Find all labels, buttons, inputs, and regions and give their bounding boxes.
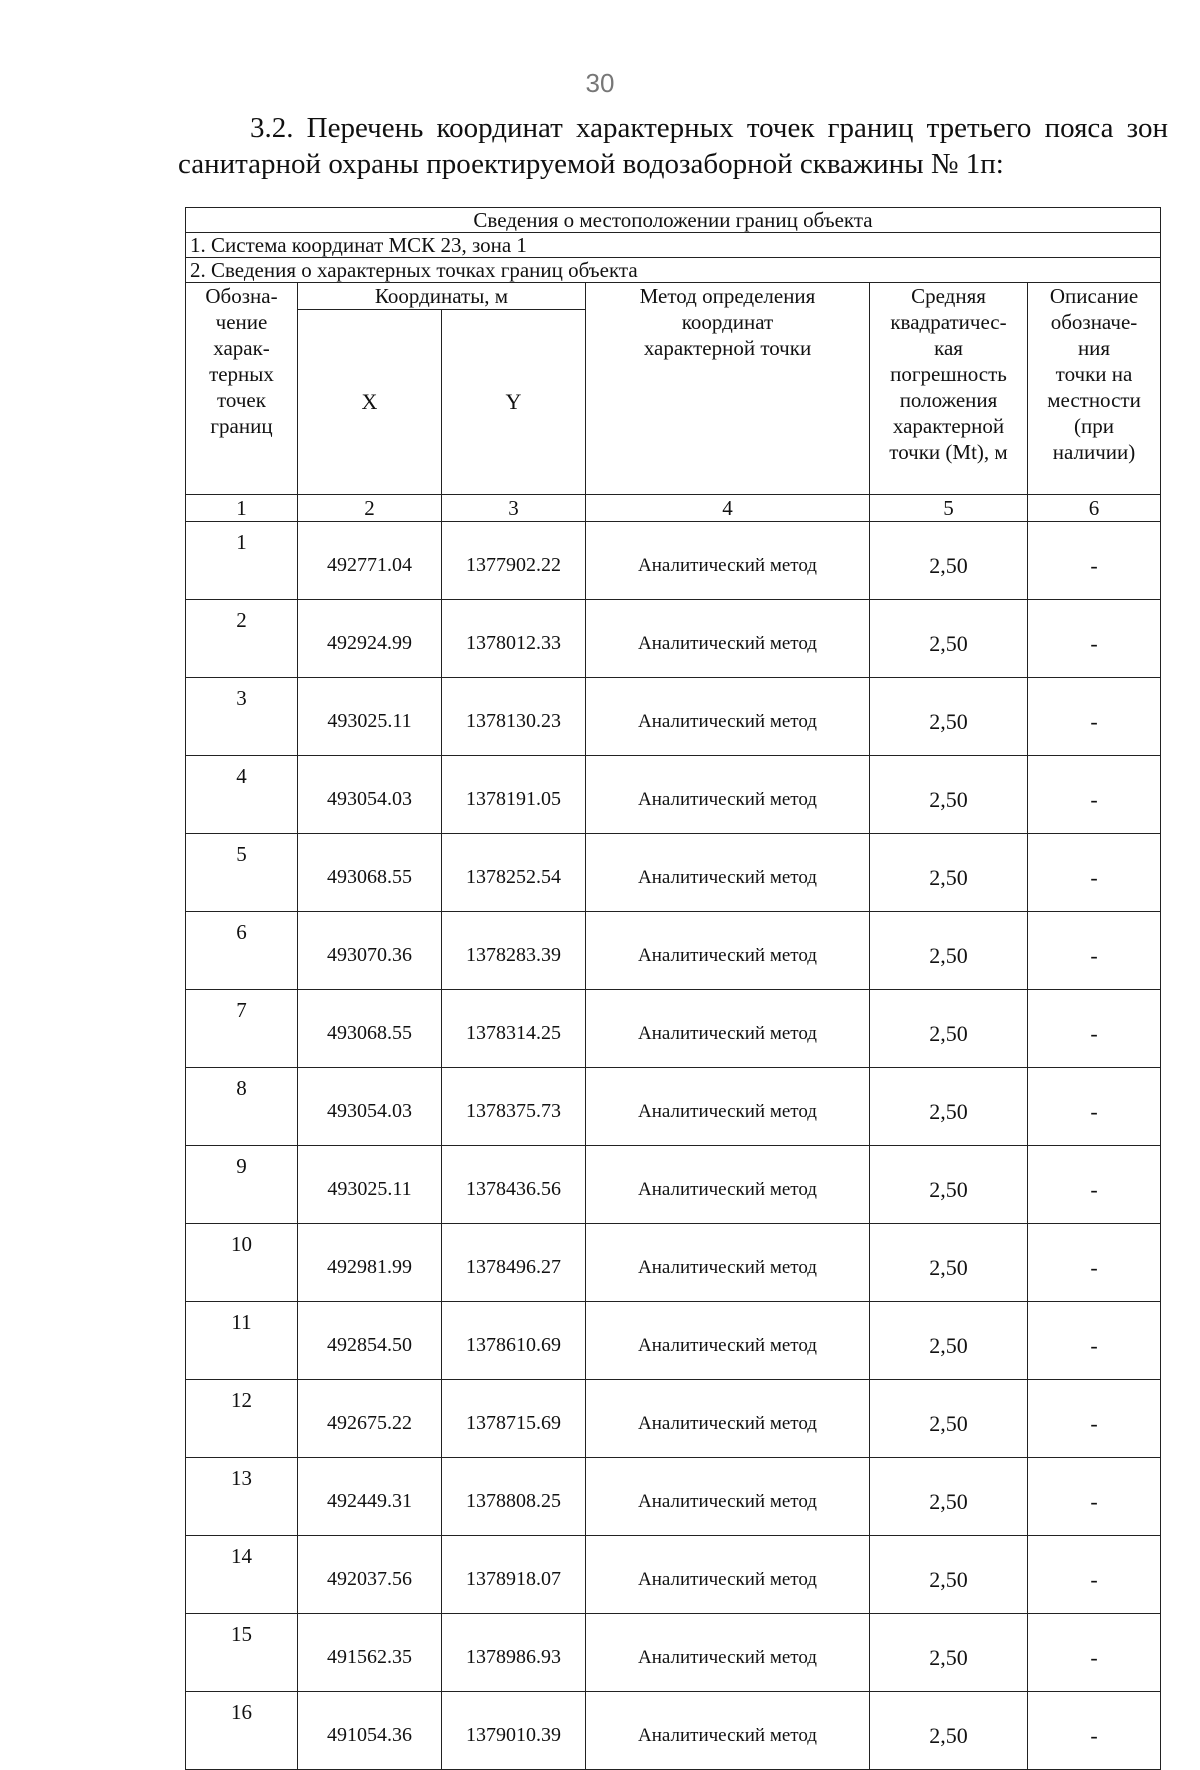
method-cell: Аналитический метод bbox=[586, 1224, 870, 1302]
y-coordinate-cell: 1378191.05 bbox=[442, 756, 586, 834]
description-cell: - bbox=[1028, 1146, 1161, 1224]
description-cell: - bbox=[1028, 834, 1161, 912]
point-number-cell: 14 bbox=[186, 1536, 298, 1614]
table-row bbox=[186, 1614, 1161, 1692]
method-cell: Аналитический метод bbox=[586, 600, 870, 678]
table-title: Сведения о местоположении границ объекта bbox=[186, 208, 1161, 233]
method-cell: Аналитический метод bbox=[586, 1146, 870, 1224]
x-coordinate-cell: 493070.36 bbox=[298, 912, 442, 990]
error-cell: 2,50 bbox=[870, 1224, 1028, 1302]
header-x: X bbox=[298, 310, 442, 495]
y-coordinate-cell: 1379010.39 bbox=[442, 1692, 586, 1770]
method-cell: Аналитический метод bbox=[586, 1380, 870, 1458]
x-coordinate-cell: 491054.36 bbox=[298, 1692, 442, 1770]
y-coordinate-cell: 1378610.69 bbox=[442, 1302, 586, 1380]
x-coordinate-cell: 493025.11 bbox=[298, 1146, 442, 1224]
error-cell: 2,50 bbox=[870, 678, 1028, 756]
point-number-cell: 8 bbox=[186, 1068, 298, 1146]
error-cell: 2,50 bbox=[870, 1536, 1028, 1614]
coordinate-system: 1. Система координат МСК 23, зона 1 bbox=[186, 233, 1161, 258]
x-coordinate-cell: 493054.03 bbox=[298, 1068, 442, 1146]
description-cell: - bbox=[1028, 678, 1161, 756]
y-coordinate-cell: 1378252.54 bbox=[442, 834, 586, 912]
x-coordinate-cell: 492675.22 bbox=[298, 1380, 442, 1458]
x-coordinate-cell: 492924.99 bbox=[298, 600, 442, 678]
y-coordinate-cell: 1378986.93 bbox=[442, 1614, 586, 1692]
header-description-text: Описание обозначе- ния точки на местности (при наличии) bbox=[1047, 284, 1141, 464]
point-number-cell: 10 bbox=[186, 1224, 298, 1302]
header-error-text: Средняя квадратичес- кая погрешность положения характерной точки (Mt), м bbox=[889, 284, 1008, 464]
method-cell: Аналитический метод bbox=[586, 1536, 870, 1614]
error-cell: 2,50 bbox=[870, 1302, 1028, 1380]
error-cell: 2,50 bbox=[870, 522, 1028, 600]
x-coordinate-cell: 493068.55 bbox=[298, 990, 442, 1068]
error-cell: 2,50 bbox=[870, 600, 1028, 678]
point-number-cell: 2 bbox=[186, 600, 298, 678]
table-row bbox=[186, 522, 1161, 600]
x-coordinate-cell: 493025.11 bbox=[298, 678, 442, 756]
y-coordinate-cell: 1378715.69 bbox=[442, 1380, 586, 1458]
error-cell: 2,50 bbox=[870, 1146, 1028, 1224]
description-cell: - bbox=[1028, 1380, 1161, 1458]
error-cell: 2,50 bbox=[870, 912, 1028, 990]
table-row bbox=[186, 1692, 1161, 1770]
point-number-cell: 11 bbox=[186, 1302, 298, 1380]
error-cell: 2,50 bbox=[870, 1068, 1028, 1146]
coordinates-table bbox=[185, 207, 1161, 1770]
header-error bbox=[870, 283, 1028, 495]
description-cell: - bbox=[1028, 1692, 1161, 1770]
header-y: Y bbox=[442, 310, 586, 495]
y-coordinate-cell: 1378375.73 bbox=[442, 1068, 586, 1146]
column-number: 1 bbox=[186, 495, 298, 522]
x-coordinate-cell: 492981.99 bbox=[298, 1224, 442, 1302]
table-row bbox=[186, 1536, 1161, 1614]
error-cell: 2,50 bbox=[870, 1692, 1028, 1770]
column-number: 2 bbox=[298, 495, 442, 522]
y-coordinate-cell: 1378436.56 bbox=[442, 1146, 586, 1224]
table-row bbox=[186, 834, 1161, 912]
point-number-cell: 5 bbox=[186, 834, 298, 912]
page-number: 30 bbox=[585, 68, 615, 98]
table-row bbox=[186, 1458, 1161, 1536]
error-cell: 2,50 bbox=[870, 990, 1028, 1068]
description-cell: - bbox=[1028, 1224, 1161, 1302]
y-coordinate-cell: 1378496.27 bbox=[442, 1224, 586, 1302]
y-coordinate-cell: 1378808.25 bbox=[442, 1458, 586, 1536]
point-number-cell: 16 bbox=[186, 1692, 298, 1770]
header-method-text: Метод определения координат характерной точки bbox=[639, 284, 816, 360]
method-cell: Аналитический метод bbox=[586, 1458, 870, 1536]
description-cell: - bbox=[1028, 1536, 1161, 1614]
column-number: 6 bbox=[1028, 495, 1161, 522]
x-coordinate-cell: 492771.04 bbox=[298, 522, 442, 600]
table-row bbox=[186, 1224, 1161, 1302]
x-coordinate-cell: 493068.55 bbox=[298, 834, 442, 912]
description-cell: - bbox=[1028, 1614, 1161, 1692]
description-cell: - bbox=[1028, 1458, 1161, 1536]
table-row bbox=[186, 912, 1161, 990]
point-number-cell: 13 bbox=[186, 1458, 298, 1536]
x-coordinate-cell: 492449.31 bbox=[298, 1458, 442, 1536]
method-cell: Аналитический метод bbox=[586, 912, 870, 990]
point-number-cell: 7 bbox=[186, 990, 298, 1068]
table-row bbox=[186, 1380, 1161, 1458]
section-heading bbox=[178, 110, 1168, 182]
method-cell: Аналитический метод bbox=[586, 678, 870, 756]
x-coordinate-cell: 492037.56 bbox=[298, 1536, 442, 1614]
y-coordinate-cell: 1377902.22 bbox=[442, 522, 586, 600]
method-cell: Аналитический метод bbox=[586, 1302, 870, 1380]
error-cell: 2,50 bbox=[870, 1458, 1028, 1536]
error-cell: 2,50 bbox=[870, 1614, 1028, 1692]
description-cell: - bbox=[1028, 990, 1161, 1068]
column-number: 5 bbox=[870, 495, 1028, 522]
header-method bbox=[586, 283, 870, 495]
x-coordinate-cell: 491562.35 bbox=[298, 1614, 442, 1692]
description-cell: - bbox=[1028, 600, 1161, 678]
points-section-title: 2. Сведения о характерных точках границ объекта bbox=[186, 258, 1161, 283]
description-cell: - bbox=[1028, 912, 1161, 990]
description-cell: - bbox=[1028, 522, 1161, 600]
description-cell: - bbox=[1028, 756, 1161, 834]
header-coordinates: Координаты, м bbox=[298, 283, 586, 310]
error-cell: 2,50 bbox=[870, 756, 1028, 834]
table-row bbox=[186, 1146, 1161, 1224]
method-cell: Аналитический метод bbox=[586, 1614, 870, 1692]
y-coordinate-cell: 1378283.39 bbox=[442, 912, 586, 990]
y-coordinate-cell: 1378918.07 bbox=[442, 1536, 586, 1614]
column-number: 3 bbox=[442, 495, 586, 522]
table-row bbox=[186, 1068, 1161, 1146]
method-cell: Аналитический метод bbox=[586, 834, 870, 912]
header-point bbox=[186, 283, 298, 495]
error-cell: 2,50 bbox=[870, 834, 1028, 912]
y-coordinate-cell: 1378012.33 bbox=[442, 600, 586, 678]
table-row bbox=[186, 1302, 1161, 1380]
point-number-cell: 4 bbox=[186, 756, 298, 834]
method-cell: Аналитический метод bbox=[586, 756, 870, 834]
column-number: 4 bbox=[586, 495, 870, 522]
heading-line-2: санитарной охраны проектируемой водозаборной скважины № 1п: bbox=[178, 148, 1004, 180]
y-coordinate-cell: 1378130.23 bbox=[442, 678, 586, 756]
point-number-cell: 15 bbox=[186, 1614, 298, 1692]
point-number-cell: 3 bbox=[186, 678, 298, 756]
point-number-cell: 6 bbox=[186, 912, 298, 990]
method-cell: Аналитический метод bbox=[586, 990, 870, 1068]
error-cell: 2,50 bbox=[870, 1380, 1028, 1458]
description-cell: - bbox=[1028, 1068, 1161, 1146]
table-row bbox=[186, 678, 1161, 756]
method-cell: Аналитический метод bbox=[586, 1068, 870, 1146]
header-description bbox=[1028, 283, 1161, 495]
x-coordinate-cell: 492854.50 bbox=[298, 1302, 442, 1380]
header-point-text: Обозна- чение харак- терных точек границ bbox=[205, 284, 278, 438]
method-cell: Аналитический метод bbox=[586, 522, 870, 600]
table-row bbox=[186, 756, 1161, 834]
table-row bbox=[186, 600, 1161, 678]
y-coordinate-cell: 1378314.25 bbox=[442, 990, 586, 1068]
x-coordinate-cell: 493054.03 bbox=[298, 756, 442, 834]
column-numbers-row bbox=[186, 495, 1161, 522]
point-number-cell: 1 bbox=[186, 522, 298, 600]
point-number-cell: 12 bbox=[186, 1380, 298, 1458]
description-cell: - bbox=[1028, 1302, 1161, 1380]
method-cell: Аналитический метод bbox=[586, 1692, 870, 1770]
point-number-cell: 9 bbox=[186, 1146, 298, 1224]
heading-line-1: 3.2. Перечень координат характерных точек границ третьего пояса зон bbox=[250, 112, 1168, 144]
table-row bbox=[186, 990, 1161, 1068]
